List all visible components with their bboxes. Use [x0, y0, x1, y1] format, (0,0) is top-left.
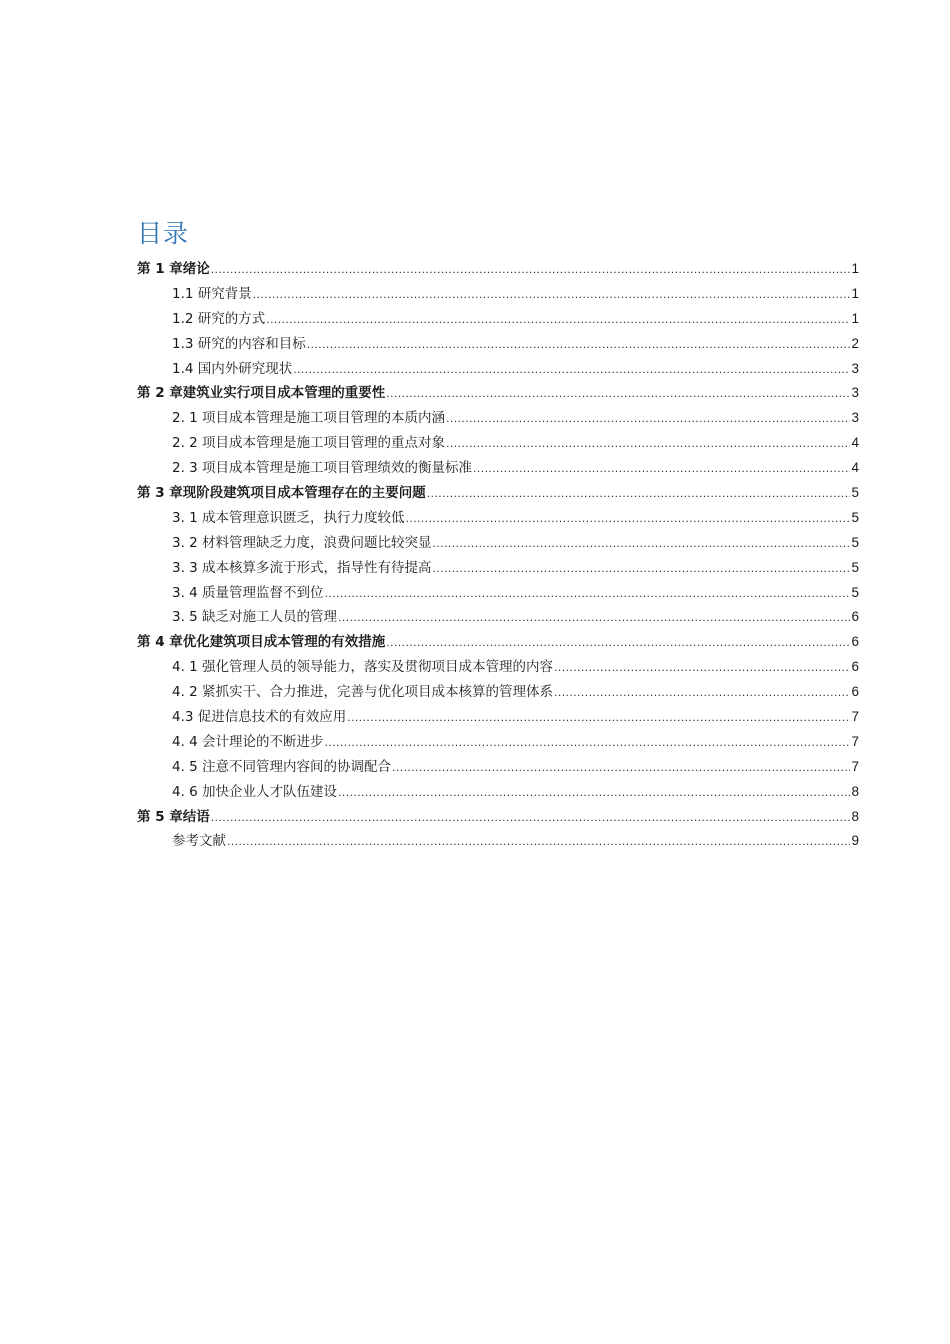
toc-section-entry[interactable]: [137, 284, 859, 309]
toc-dot-leader: [347, 707, 850, 727]
toc-dot-leader: [473, 458, 850, 478]
toc-dot-leader: [406, 508, 851, 528]
toc-section-entry[interactable]: [137, 309, 859, 334]
toc-entry-text: 2. 3 项目成本管理是施工项目管理绩效的衡量标准: [172, 460, 473, 477]
toc-page-number: 3: [851, 385, 859, 401]
toc-entry-text: 参考文献: [172, 833, 226, 850]
toc-section-entry[interactable]: [137, 359, 859, 384]
toc-page-number: 7: [851, 709, 859, 725]
toc-page-number: 9: [851, 833, 859, 849]
toc-section-entry[interactable]: [137, 433, 859, 458]
toc-section-entry[interactable]: [137, 757, 859, 782]
toc-page-number: 6: [851, 659, 859, 675]
toc-dot-leader: [446, 408, 850, 428]
toc-dot-leader: [211, 259, 851, 279]
toc-section-entry[interactable]: [137, 533, 859, 558]
toc-dot-leader: [386, 383, 850, 403]
toc-dot-leader: [307, 334, 851, 354]
toc-page-number: 5: [851, 559, 859, 575]
toc-entry-text: 4. 4 会计理论的不断进步: [172, 733, 324, 750]
toc-page-number: 7: [851, 733, 859, 749]
toc-page-number: 5: [851, 485, 859, 501]
toc-section-entry[interactable]: [137, 831, 859, 856]
toc-chapter-entry[interactable]: [137, 259, 859, 284]
toc-page-number: 6: [851, 609, 859, 625]
toc-page-number: 1: [851, 310, 859, 326]
toc-page-number: 5: [851, 509, 859, 525]
toc-page-number: 3: [851, 410, 859, 426]
toc-dot-leader: [554, 657, 850, 677]
toc-dot-leader: [338, 607, 850, 627]
toc-section-entry[interactable]: [137, 682, 859, 707]
toc-entry-text: 第 4 章优化建筑项目成本管理的有效措施: [137, 634, 386, 651]
toc-section-entry[interactable]: [137, 458, 859, 483]
toc-chapter-entry[interactable]: [137, 383, 859, 408]
toc-dot-leader: [392, 757, 850, 777]
toc-page-number: 2: [851, 335, 859, 351]
toc-chapter-entry[interactable]: [137, 483, 859, 508]
toc-entry-text: 1.3 研究的内容和目标: [172, 335, 306, 352]
toc-entry-text: 3. 2 材料管理缺乏力度，浪费问题比较突显: [172, 534, 432, 551]
toc-title: 目录: [137, 219, 190, 248]
toc-section-entry[interactable]: [137, 607, 859, 632]
toc-entry-text: 1.1 研究背景: [172, 285, 252, 302]
toc-dot-leader: [433, 533, 851, 553]
toc-dot-leader: [211, 807, 851, 827]
toc-entry-text: 第 5 章结语: [137, 808, 210, 825]
toc-entry-text: 4. 5 注意不同管理内容间的协调配合: [172, 758, 392, 775]
toc-dot-leader: [325, 583, 851, 603]
toc-dot-leader: [386, 632, 850, 652]
toc-dot-leader: [227, 831, 850, 851]
toc-entry-text: 3. 5 缺乏对施工人员的管理: [172, 609, 338, 626]
toc-dot-leader: [433, 558, 851, 578]
toc-entry-text: 第 1 章绪论: [137, 261, 210, 277]
toc-entry-text: 第 3 章现阶段建筑项目成本管理存在的主要问题: [137, 485, 426, 502]
toc-entry-text: 4. 2 紧抓实干、合力推进，完善与优化项目成本核算的管理体系: [172, 684, 554, 701]
toc-page-number: 5: [851, 534, 859, 550]
toc-page-number: 1: [851, 285, 859, 301]
toc-section-entry[interactable]: [137, 732, 859, 757]
toc-entry-text: 2. 2 项目成本管理是施工项目管理的重点对象: [172, 435, 446, 452]
toc-section-entry[interactable]: [137, 583, 859, 608]
toc-section-entry[interactable]: [137, 508, 859, 533]
toc-entry-text: 4. 6 加快企业人才队伍建设: [172, 783, 338, 800]
toc-section-entry[interactable]: [137, 408, 859, 433]
toc-dot-leader: [293, 359, 850, 379]
toc-entry-text: 3. 4 质量管理监督不到位: [172, 584, 324, 601]
toc-section-entry[interactable]: [137, 657, 859, 682]
toc-page-number: 4: [851, 435, 859, 451]
toc-page-number: 8: [851, 808, 859, 824]
toc-page-number: 3: [851, 360, 859, 376]
toc-dot-leader: [325, 732, 851, 752]
toc-section-entry[interactable]: [137, 782, 859, 807]
toc-chapter-entry[interactable]: [137, 807, 859, 832]
toc-dot-leader: [253, 284, 851, 304]
toc-section-entry[interactable]: [137, 707, 859, 732]
toc-page-number: 6: [851, 634, 859, 650]
toc-entry-text: 第 2 章建筑业实行项目成本管理的重要性: [137, 385, 386, 402]
toc-page-number: 5: [851, 584, 859, 600]
toc-dot-leader: [266, 309, 850, 329]
toc-section-entry[interactable]: [137, 334, 859, 359]
toc-entry-text: 1.2 研究的方式: [172, 310, 266, 327]
toc-dot-leader: [338, 782, 850, 802]
toc-chapter-entry[interactable]: [137, 632, 859, 657]
toc-entry-text: 1.4 国内外研究现状: [172, 360, 293, 377]
toc-page-number: 8: [851, 783, 859, 799]
toc-page-number: 1: [851, 261, 859, 276]
toc-page-number: 4: [851, 460, 859, 476]
toc-entry-text: 4. 1 强化管理人员的领导能力，落实及贯彻项目成本管理的内容: [172, 659, 554, 676]
toc-dot-leader: [427, 483, 851, 503]
toc-entry-text: 4.3 促进信息技术的有效应用: [172, 709, 347, 726]
toc-page-number: 6: [851, 684, 859, 700]
toc-entry-text: 2. 1 项目成本管理是施工项目管理的本质内涵: [172, 410, 446, 427]
toc-section-entry[interactable]: [137, 558, 859, 583]
toc-entry-text: 3. 1 成本管理意识匮乏，执行力度较低: [172, 509, 405, 526]
toc-dot-leader: [554, 682, 850, 702]
toc-page-number: 7: [851, 758, 859, 774]
toc-dot-leader: [446, 433, 850, 453]
toc-entry-text: 3. 3 成本核算多流于形式，指导性有待提高: [172, 559, 432, 576]
table-of-contents: [137, 259, 859, 856]
